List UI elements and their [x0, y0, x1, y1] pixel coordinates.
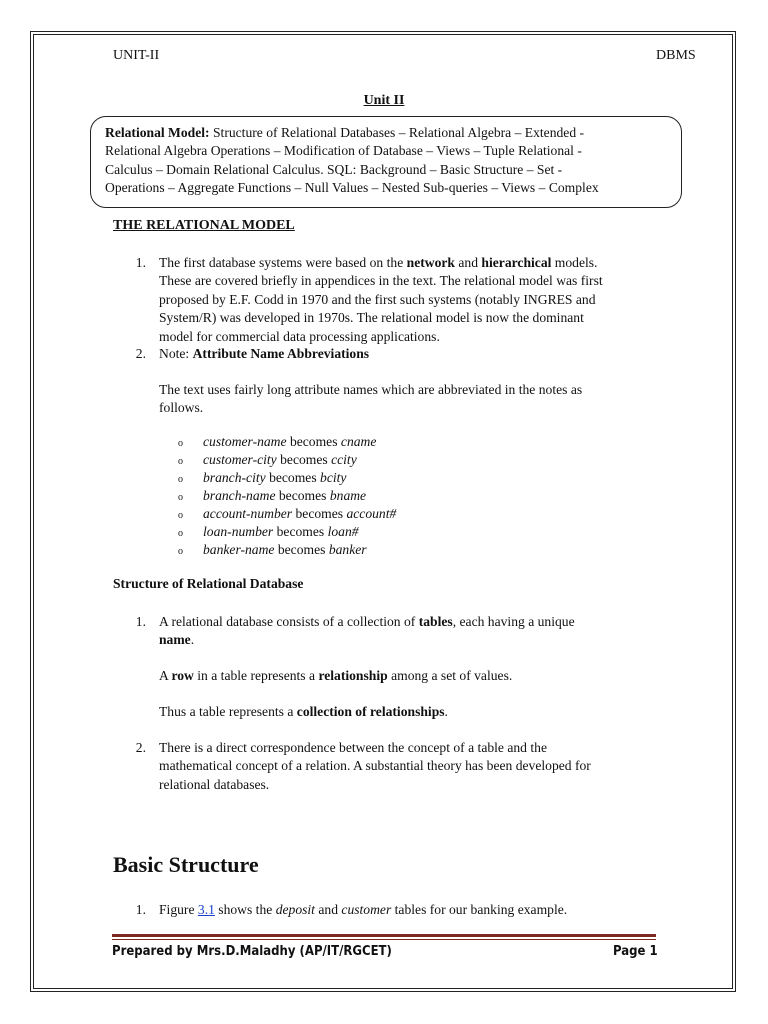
- thus-paragraph: [159, 703, 679, 721]
- text: in a table represents a: [193, 668, 319, 683]
- summary-line: Calculus – Domain Relational Calculus. SQL: Background – Basic Structure – Set -: [105, 161, 563, 177]
- short-attribute-name: cname: [340, 434, 377, 449]
- becomes-text: becomes: [286, 434, 341, 449]
- bullet-icon: o: [178, 528, 183, 539]
- abbreviation-text: [203, 505, 396, 523]
- bold-text: hierarchical: [481, 255, 552, 270]
- figure-link[interactable]: 3.1: [197, 902, 215, 917]
- short-attribute-name: bname: [329, 488, 367, 503]
- text: The first database systems were based on the: [159, 255, 407, 270]
- italic-text: deposit: [275, 902, 315, 917]
- long-attribute-name: customer-city: [203, 452, 277, 467]
- text: and: [454, 255, 482, 270]
- structure-title: Structure of Relational Database: [113, 576, 304, 591]
- abbreviation-item: [178, 541, 578, 559]
- footer-author: Prepared by Mrs.D.Maladhy (AP/IT/RGCET): [112, 944, 392, 959]
- text: models.: [551, 255, 598, 270]
- text: .: [444, 704, 448, 719]
- short-attribute-name: loan#: [327, 524, 359, 539]
- text: and: [314, 902, 342, 917]
- row-paragraph: [159, 667, 679, 685]
- italic-text: customer: [341, 902, 392, 917]
- summary-line: Structure of Relational Databases – Relational Algebra – Extended -: [209, 125, 585, 140]
- abbreviation-text: [203, 469, 346, 487]
- bold-text: row: [171, 668, 194, 683]
- long-attribute-name: banker-name: [203, 542, 275, 557]
- abbreviation-item: [178, 469, 578, 487]
- text: tables for our banking example.: [391, 902, 568, 917]
- list-item-note: [159, 345, 679, 363]
- bullet-icon: o: [178, 492, 183, 503]
- basic-structure-heading: Basic Structure: [113, 852, 259, 877]
- list-item-figure: [159, 901, 679, 919]
- bullet-icon: o: [178, 510, 183, 521]
- becomes-text: becomes: [276, 452, 332, 467]
- bullet-icon: o: [178, 456, 183, 467]
- text-line: These are covered briefly in appendices in the text. The relational model was first: [159, 273, 603, 289]
- text-line: model for commercial data processing applications.: [159, 328, 440, 344]
- abbreviation-text: [203, 487, 366, 505]
- bullet-icon: o: [178, 474, 183, 485]
- footer-page-number: Page 1: [613, 944, 658, 959]
- text: among a set of values.: [387, 668, 513, 683]
- bold-text: name: [159, 632, 191, 648]
- short-attribute-name: ccity: [331, 452, 357, 467]
- long-attribute-name: branch-city: [203, 470, 266, 485]
- text: A relational database consists of a collection of: [159, 614, 419, 629]
- header-unit: UNIT-II: [113, 48, 160, 63]
- unit-title: Unit II: [363, 93, 405, 108]
- list-number: 2.: [135, 346, 146, 361]
- text: Note:: [159, 346, 193, 361]
- abbreviation-item: [178, 433, 578, 451]
- footer-rule-thin: [112, 939, 656, 940]
- list-number: 1.: [135, 902, 146, 917]
- bullet-icon: o: [178, 546, 183, 557]
- text-line: relational databases.: [159, 776, 270, 792]
- summary-line: Operations – Aggregate Functions – Null Values – Nested Sub-queries – Views – Complex: [105, 179, 599, 195]
- list-item-correspondence: [159, 739, 679, 794]
- abbreviation-item: [178, 505, 578, 523]
- becomes-text: becomes: [292, 506, 347, 521]
- bold-text: tables: [418, 614, 453, 629]
- abbreviation-item: [178, 451, 578, 469]
- list-number: 1.: [135, 614, 146, 629]
- text-line: System/R) was developed in 1970s. The relational model is now the dominant: [159, 310, 584, 326]
- text: A: [159, 668, 172, 683]
- long-attribute-name: loan-number: [203, 524, 274, 539]
- abbreviation-text: [203, 541, 367, 559]
- summary-lead: Relational Model:: [105, 125, 210, 140]
- bullet-icon: o: [178, 438, 183, 449]
- bold-text: Attribute Name Abbreviations: [192, 346, 370, 361]
- long-attribute-name: customer-name: [203, 434, 287, 449]
- bold-text: collection of relationships: [296, 704, 445, 719]
- text-line: follows.: [159, 400, 204, 416]
- bold-text: relationship: [318, 668, 388, 683]
- text-line: proposed by E.F. Codd in 1970 and the first such systems (notably INGRES and: [159, 291, 596, 307]
- text: .: [190, 632, 195, 648]
- long-attribute-name: branch-name: [203, 488, 276, 503]
- text: , each having a unique: [452, 614, 575, 629]
- abbreviation-item: [178, 487, 578, 505]
- list-number: 2.: [135, 740, 146, 755]
- becomes-text: becomes: [274, 542, 329, 557]
- note-paragraph: [159, 381, 679, 418]
- text-line: mathematical concept of a relation. A substantial theory has been developed for: [159, 758, 591, 774]
- list-number: 1.: [135, 255, 146, 270]
- footer-rule-thick: [112, 934, 656, 937]
- text: Figure: [159, 902, 198, 917]
- summary-line: Relational Algebra Operations – Modification of Database – Views – Tuple Relational -: [105, 143, 582, 159]
- list-item-tables: [159, 613, 679, 650]
- list-item-relational-intro: [159, 254, 679, 346]
- short-attribute-name: bcity: [320, 470, 347, 485]
- short-attribute-name: account#: [346, 506, 397, 521]
- becomes-text: becomes: [265, 470, 321, 485]
- bold-text: network: [406, 255, 455, 270]
- text-line: There is a direct correspondence between the concept of a table and the: [159, 740, 547, 755]
- text-line: The text uses fairly long attribute names which are abbreviated in the notes as: [159, 382, 583, 397]
- section-title: THE RELATIONAL MODEL: [113, 218, 295, 233]
- abbreviation-text: [203, 433, 376, 451]
- text: Thus a table represents a: [159, 704, 297, 719]
- abbreviation-list: [178, 433, 578, 559]
- abbreviation-item: [178, 523, 578, 541]
- short-attribute-name: banker: [328, 542, 367, 557]
- abbreviation-text: [203, 451, 357, 469]
- long-attribute-name: account-number: [203, 506, 293, 521]
- header-subject: DBMS: [656, 48, 696, 63]
- becomes-text: becomes: [275, 488, 330, 503]
- abbreviation-text: [203, 523, 359, 541]
- syllabus-summary-box: [90, 116, 682, 208]
- text: shows the: [214, 902, 276, 917]
- becomes-text: becomes: [273, 524, 328, 539]
